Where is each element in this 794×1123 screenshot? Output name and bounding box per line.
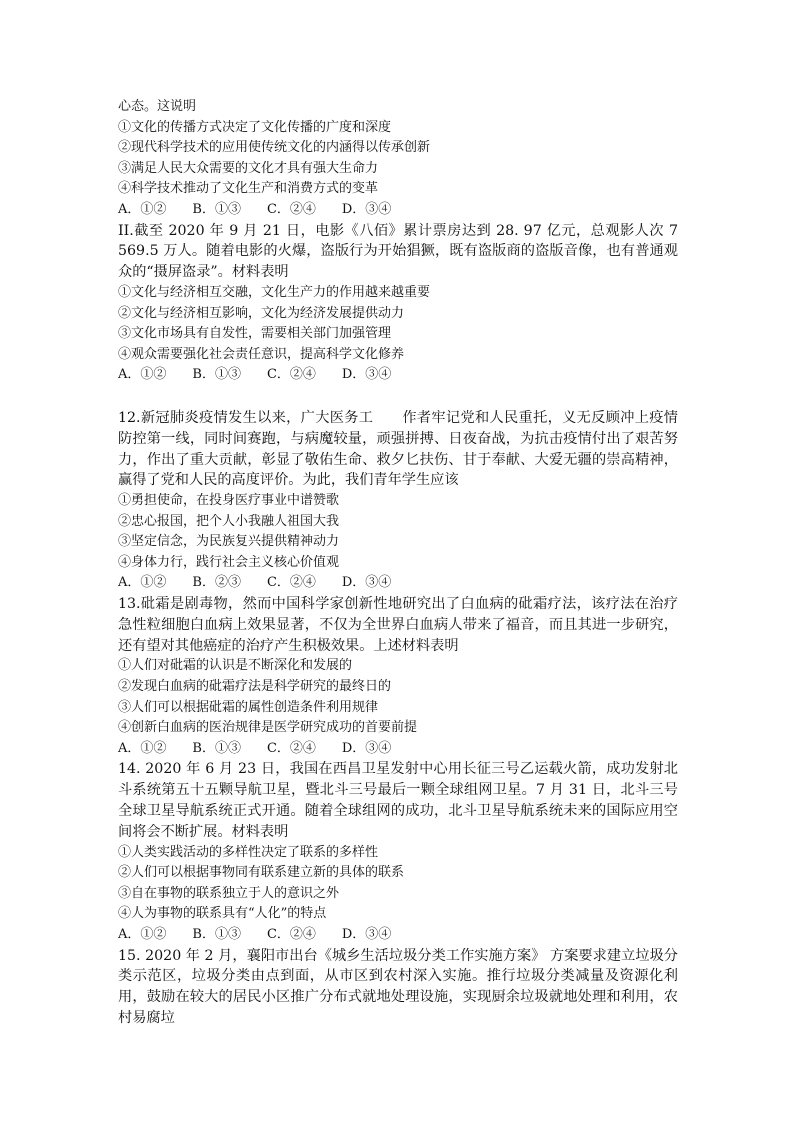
option-1: ①文化与经济相互交融，文化生产力的作用越来越重要 [118, 284, 431, 300]
option-3: ③人们可以根据砒霜的属性创造条件利用规律 [118, 699, 379, 715]
option-1: ①文化的传播方式决定了文化传播的广度和深度 [118, 119, 392, 135]
option-4: ④观众需要强化社会责任意识，提高科学文化修养 [118, 346, 405, 362]
option-1: ①人类实践活动的多样性决定了联系的多样性 [118, 844, 379, 860]
option-2: ②发现白血病的砒霜疗法是科学研究的最终日的 [118, 679, 392, 695]
option-3: ③坚定信念，为民族复兴提供精神动力 [118, 534, 340, 550]
question-stem: 15. 2020 年 2 月，襄阳市出台《城乡生活垃圾分类工作实施方案》 方案要求建立垃圾分类示范区，垃圾分类由点到面，从市区到农村深入实施。推行垃圾分类减量及资源化利用，鼓励在较大的居民小区推广分布式就地处理设施，实现厨余垃圾就地处理和利用，农村易腐垃 [118, 947, 678, 1026]
question-stem: II.截至 2020 年 9 月 21 日，电影《八佰》累计票房达到 28. 97 亿元，总观影人次 7 569.5 万人。随着电影的火爆，盗版行为开始猖獗，既有盗版商的盗版音像，也有普通观众的“摄屏盗录”。材料表明 [118, 222, 678, 281]
option-4: ④科学技术推动了文化生产和消费方式的变革 [118, 181, 379, 197]
answer-choices: A．①② B．①③ C．②④ D．③④ [118, 740, 392, 756]
option-1: ①人们对砒霜的认识是不断深化和发展的 [118, 658, 353, 674]
question-10 [118, 97, 678, 221]
question-stem: 12.新冠肺炎疫情发生以来，广大医务工 作者牢记党和人民重托，义无反顾冲上疫情防控第一线，同时间赛跑，与病魔较量，顽强拼搏、日夜奋战，为抗击疫情付出了艰苦努力，作出了重大贡献，彰显了敬佑生命、救夕匕扶伤、甘于奉献、大爱无疆的崇高精神，赢得了党和人民的高度评价。为此，我们青年学生应该 [118, 409, 678, 489]
option-2: ②人们可以根据事物同有联系建立新的具体的联系 [118, 865, 405, 881]
exam-page [118, 97, 678, 1029]
option-2: ②忠心报国，把个人小我融人祖国大我 [118, 513, 340, 529]
question-11 [118, 221, 678, 386]
option-1: ①勇担使命，在投身医疗事业中谱赞歌 [118, 493, 340, 509]
option-3: ③自在事物的联系独立于人的意识之外 [118, 885, 340, 901]
option-4: ④身体力行，践行社会主义核心价值观 [118, 554, 340, 570]
answer-choices: A．①② B．②③ C．②④ D．③④ [118, 575, 392, 591]
question-stem: 心态。这说明 [118, 99, 197, 114]
option-2: ②文化与经济相互影响，文化为经济发展提供动力 [118, 305, 405, 321]
option-4: ④创新白血病的医治规律是医学研究成功的首要前提 [118, 720, 418, 736]
question-stem: 14. 2020 年 6 月 23 日，我国在西昌卫星发射中心用长征三号乙运载火箭，成功发射北斗系统第五十五颗导航卫星，暨北斗三号最后一颗全球组网卫星。7 月 31 日，北斗三号全球卫星导航系统正式开通。随着全球组网的成功，北斗卫星导航系统未来的国际应用空间将会不断扩展。材料表明 [118, 761, 678, 840]
answer-choices: A．①② B．①③ C．②④ D．③④ [118, 201, 392, 217]
answer-choices: A．①② B．①③ C．②④ D．③④ [118, 367, 392, 383]
spacer [118, 386, 678, 408]
option-3: ③文化市场具有自发性，需要相关部门加强管理 [118, 326, 392, 342]
question-15 [118, 946, 678, 1029]
answer-choices: A．①② B．①③ C．②④ D．③④ [118, 927, 392, 942]
option-3: ③满足人民大众需要的文化才具有强大生命力 [118, 160, 379, 176]
question-12 [118, 408, 678, 594]
option-4: ④人为事物的联系具有“人化”的特点 [118, 906, 327, 922]
question-13 [118, 594, 678, 759]
question-stem: 13.砒霜是剧毒物，然而中国科学家创新性地研究出了白血病的砒霜疗法，该疗法在治疗急性粒细胞白血病上效果显著，不仅为全世界白血病人带来了福音，而且其进一步研究，还有望对其他癌症的治疗产生积极效果。上述材料表明 [118, 596, 678, 654]
question-14 [118, 759, 678, 945]
option-2: ②现代科学技术的应用使传统文化的内涵得以传承创新 [118, 140, 431, 156]
